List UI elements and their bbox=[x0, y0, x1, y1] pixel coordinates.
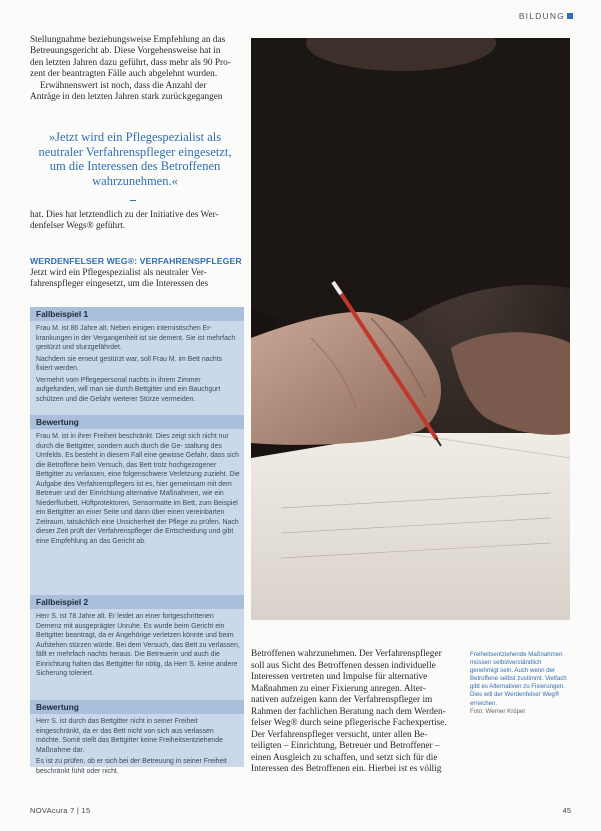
case-paragraph: Nachdem sie erneut gestürzt war, soll Frau M. im Bett nachts fixiert werden. bbox=[36, 355, 223, 372]
pull-quote: »Jetzt wird ein Pflegespezialist als neutraler Verfahrenspfleger eingesetzt, um die Interessen des Betroffenen wahrzunehmen.« bbox=[38, 130, 232, 188]
case-1-title: Fallbeispiel 1 bbox=[36, 309, 89, 319]
caption-text: Freiheitsentziehende Maßnahmen müssen selbstverständlich genehmigt sein. Auch wenn der Betroffene selbst zustimmt. Vielfach gibt es Alternativen zu Fixierungen. Dies will der Werdenfelser Weg® erreichen. bbox=[470, 651, 567, 707]
text-line: Interessen des Betroffenen ein. Hierbei ist es völlig bbox=[251, 764, 442, 774]
case-paragraph: Vermehrt vom Pflegepersonal nachts in ihrem Zimmer aufgefunden, will man sie durch Bettgitter und ein Bauchgurt schützen und die Gefahr weiterer Stürze vermeiden. bbox=[36, 376, 221, 403]
text-line: einen Ausgleich zu schaffen, und setzt sich für die bbox=[251, 752, 438, 763]
footer-publication: NOVAcura 7 | 15 bbox=[30, 806, 91, 815]
case-2-title: Fallbeispiel 2 bbox=[36, 597, 89, 607]
section-label: BILDUNG bbox=[518, 11, 565, 21]
section-heading: WERDENFELSER WEG®: VERFAHRENSPFLEGER bbox=[30, 256, 242, 266]
quote-divider bbox=[130, 200, 136, 201]
text-line: soll aus Sicht des Betroffenen dessen individuelle bbox=[251, 660, 436, 671]
assessment-1-title: Bewertung bbox=[36, 417, 79, 427]
text-line: Betreuungsgericht ab. Diese Vorgehensweise hat in bbox=[30, 46, 221, 57]
case-paragraph: Herr S. ist 78 Jahre alt. Er leidet an einer fortgeschrittenen Demenz mit ausgeprägter Unruhe. Es wurde beim Gericht ein Bettgitter beantragt, da er Angehörige verletzen könnte und beim Aufstehen stürzen würde. Bei dem Versuch, das Bett zu verlassen, fällt er mehrfach nachts heraus. Die Betreuerin und auch die Einrichtung halten das Bettgitter für nötig, da Herr S. keine andere Sicherung toleriert. bbox=[36, 613, 240, 677]
case-1-body bbox=[36, 324, 240, 404]
text-line: Interessen vertreten und Impulse für alternative bbox=[251, 672, 428, 682]
text-line: den letzten Jahren dazu geführt, dass mehr als 90 Pro- bbox=[30, 57, 231, 68]
article-photo bbox=[251, 38, 570, 620]
text-line: fahrenspfleger eingesetzt, um die Interessen des bbox=[30, 279, 209, 290]
case-paragraph: Herr S. ist durch das Bettgitter nicht in seiner Freiheit eingeschränkt, da er das Bett nicht von sich aus verlassen möchte. Somit stellt das Bettgitter keine Freiheitsentziehende Maßnahme dar. bbox=[36, 718, 223, 754]
text-line: Erwähnenswert ist noch, dass die Anzahl der bbox=[40, 80, 207, 91]
assessment-2-header bbox=[30, 700, 244, 714]
assessment-2-body bbox=[36, 717, 240, 776]
assessment-2-title: Bewertung bbox=[36, 702, 79, 712]
case-2-header bbox=[30, 595, 244, 609]
after-quote-text bbox=[30, 210, 240, 233]
case-paragraph: Frau M. ist 86 Jahre alt. Neben einigen internistischen Er- krankungen in der Vergangenheit ist sie dement. Sie ist mehrfach gestürzt und sturzgefährdet. bbox=[36, 325, 236, 351]
text-line: denfelser Wegs® geführt. bbox=[30, 221, 126, 232]
case-2-body bbox=[36, 612, 240, 679]
assessment-1-header bbox=[30, 415, 244, 429]
text-line: Anträge in den letzten Jahren stark zurückgegangen bbox=[30, 92, 223, 103]
case-paragraph: Frau M. ist in ihrer Freiheit beschränkt. Dies zeigt sich nicht nur durch die Bettgitter, sondern auch durch die Ge- staltung des Umfelds. Es besteht in diesem Fall eine gewisse Gefahr, dass sich die Betroffene beim Versuch, das Bett trotz hochgezogener Bettgitter zu verlassen, eine folgenschwere Verletzung zuzieht. Die Aufgabe des Verfahrenspflegers ist es, hier gemeinsam mit dem Betreuer und der Einrichtung alternative Maßnahmen, wie ein Niederflurbett, Hüftprotektoren, Sensormatte im Bett, zum Beispiel ein Bettgitter an einer Seite und dann über einen vereinbarten Zeitraum, tatsächlich eine Unsicherheit der Pflege zu prüfen. Nach dieser Zeit prüft der Verfahrenspfleger die Entscheidung und gibt eine Empfehlung an das Gericht ab. bbox=[36, 433, 240, 545]
case-example-box bbox=[30, 307, 244, 775]
heading-paragraph bbox=[30, 268, 240, 291]
text-line: hat. Dies hat letztendlich zu der Initiative des Wer- bbox=[30, 210, 219, 220]
section-marker bbox=[567, 13, 573, 19]
photo-credit: Foto: Werner Krüper bbox=[470, 707, 526, 715]
text-line: Der Verfahrenspfleger versucht, unter allen Be- bbox=[251, 729, 428, 740]
text-line: nativen aufzeigen kann der Verfahrenspfleger im bbox=[251, 695, 433, 705]
text-line: Betroffenen wahrzunehmen. Der Verfahrenspfleger bbox=[251, 649, 442, 659]
text-line: teiligten – Einrichtung, Betreuer und Betroffener – bbox=[251, 741, 440, 751]
assessment-1-body bbox=[36, 432, 240, 546]
photo-caption bbox=[470, 651, 570, 716]
case-paragraph: Es ist zu prüfen, ob er sich bei der Betreuung in seiner Freiheit beschränkt fühlt oder nicht. bbox=[36, 758, 227, 775]
text-line: Rahmen der fachlichen Beratung nach dem Werden- bbox=[251, 706, 446, 717]
text-line: Stellungnahme beziehungsweise Empfehlung an das bbox=[30, 35, 226, 45]
case-1-header bbox=[30, 307, 244, 321]
text-line: Jetzt wird ein Pflegespezialist als neutraler Ver- bbox=[30, 268, 207, 278]
text-line: Maßnahmen zu einer Fixierung anregen. Alter- bbox=[251, 683, 426, 694]
right-column-text bbox=[251, 649, 459, 776]
intro-text bbox=[30, 35, 240, 103]
text-line: felser Weg® durch seine pflegerische Fachexpertise. bbox=[251, 718, 447, 728]
photo-illustration bbox=[251, 38, 570, 620]
text-line: zent der beantragten Fälle auch abgelehnt wurden. bbox=[30, 69, 218, 80]
page-number: 45 bbox=[562, 806, 571, 815]
